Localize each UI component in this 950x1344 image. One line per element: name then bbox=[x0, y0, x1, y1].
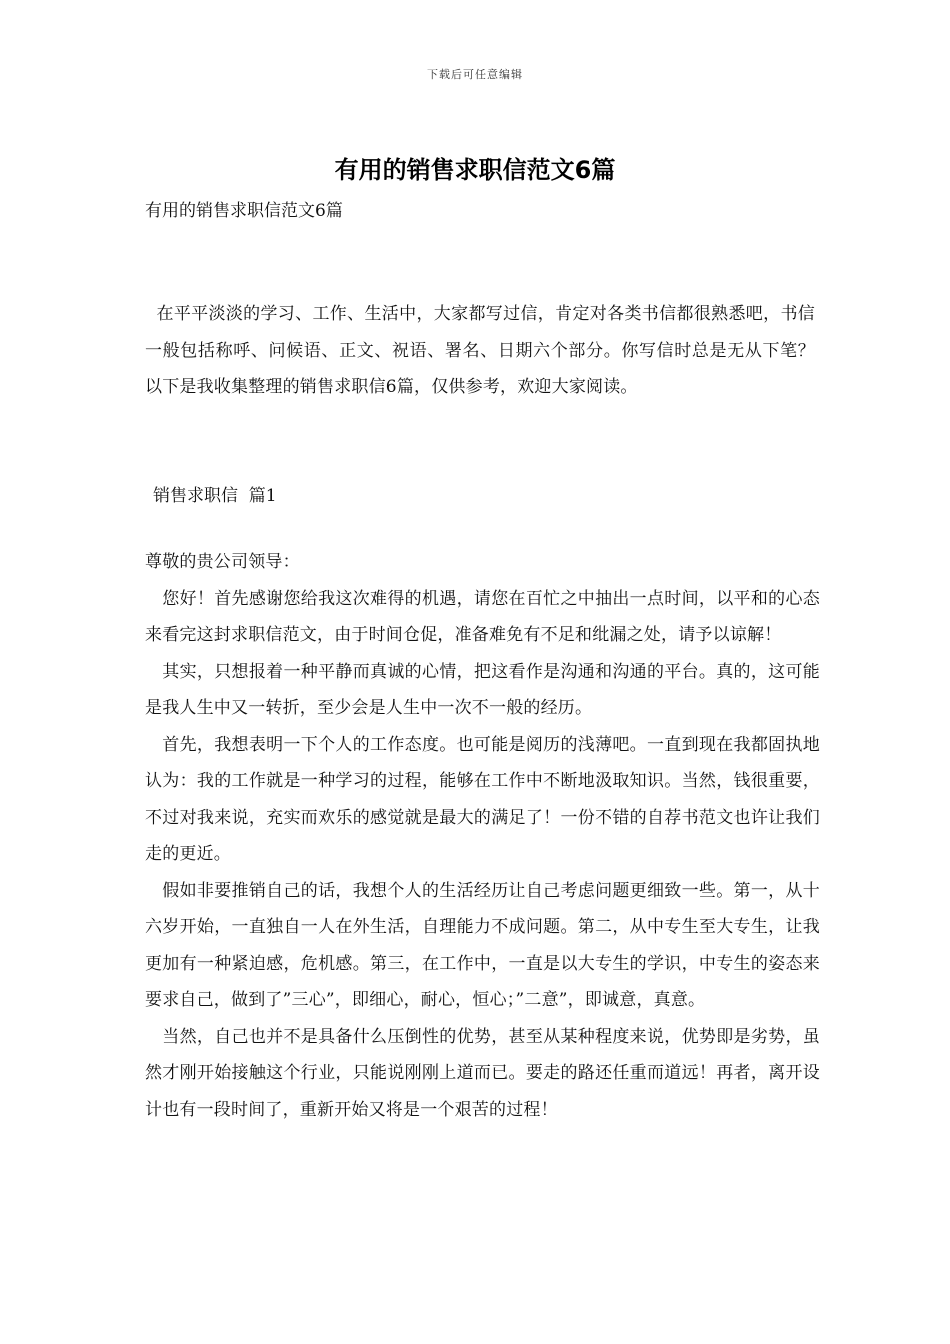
letter-paragraph: 您好！首先感谢您给我这次难得的机遇，请您在百忙之中抽出一点时间，以平和的心态来看完这封求职信范文，由于时间仓促，准备难免有不足和纰漏之处，请予以谅解！ bbox=[145, 588, 820, 645]
letter-body bbox=[145, 544, 820, 1128]
subtitle: 有用的销售求职信范文6篇 bbox=[145, 201, 343, 221]
page-title: 有用的销售求职信范文6篇 bbox=[334, 156, 616, 184]
section-heading: 销售求职信 篇1 bbox=[153, 486, 277, 506]
letter-paragraph: 假如非要推销自己的话，我想个人的生活经历让自己考虑问题更细致一些。第一，从十六岁开始，一直独自一人在外生活，自理能力不成问题。第二，从中专生至大专生，让我更加有一种紧迫感，危机感。第三，在工作中，一直是以大专生的学识，中专生的姿态来要求自己，做到了”三心”，即细心，耐心，恒心；”二意”，即诚意，真意。 bbox=[145, 880, 820, 1010]
header-note: 下载后可任意编辑 bbox=[427, 68, 523, 81]
letter-paragraph: 当然，自己也并不是具备什么压倒性的优势，甚至从某种程度来说，优势即是劣势，虽然才刚开始接触这个行业，只能说刚刚上道而已。要走的路还任重而道远！再者，离开设计也有一段时间了，重新开始又将是一个艰苦的过程！ bbox=[145, 1026, 820, 1120]
letter-salutation: 尊敬的贵公司领导： bbox=[145, 552, 300, 572]
intro-paragraph: 在平平淡淡的学习、工作、生活中，大家都写过信，肯定对各类书信都很熟悉吧，书信一般包括称呼、问候语、正文、祝语、署名、日期六个部分。你写信时总是无从下笔？以下是我收集整理的销售求职信6篇，仅供参考，欢迎大家阅读。 bbox=[145, 304, 815, 397]
letter-paragraph: 其实，只想报着一种平静而真诚的心情，把这看作是沟通和沟通的平台。真的，这可能是我人生中又一转折，至少会是人生中一次不一般的经历。 bbox=[145, 661, 820, 718]
letter-paragraph: 首先，我想表明一下个人的工作态度。也可能是阅历的浅薄吧。一直到现在我都固执地认为：我的工作就是一种学习的过程，能够在工作中不断地汲取知识。当然，钱很重要，不过对我来说，充实而欢乐的感觉就是最大的满足了！一份不错的自荐书范文也许让我们走的更近。 bbox=[145, 734, 820, 864]
